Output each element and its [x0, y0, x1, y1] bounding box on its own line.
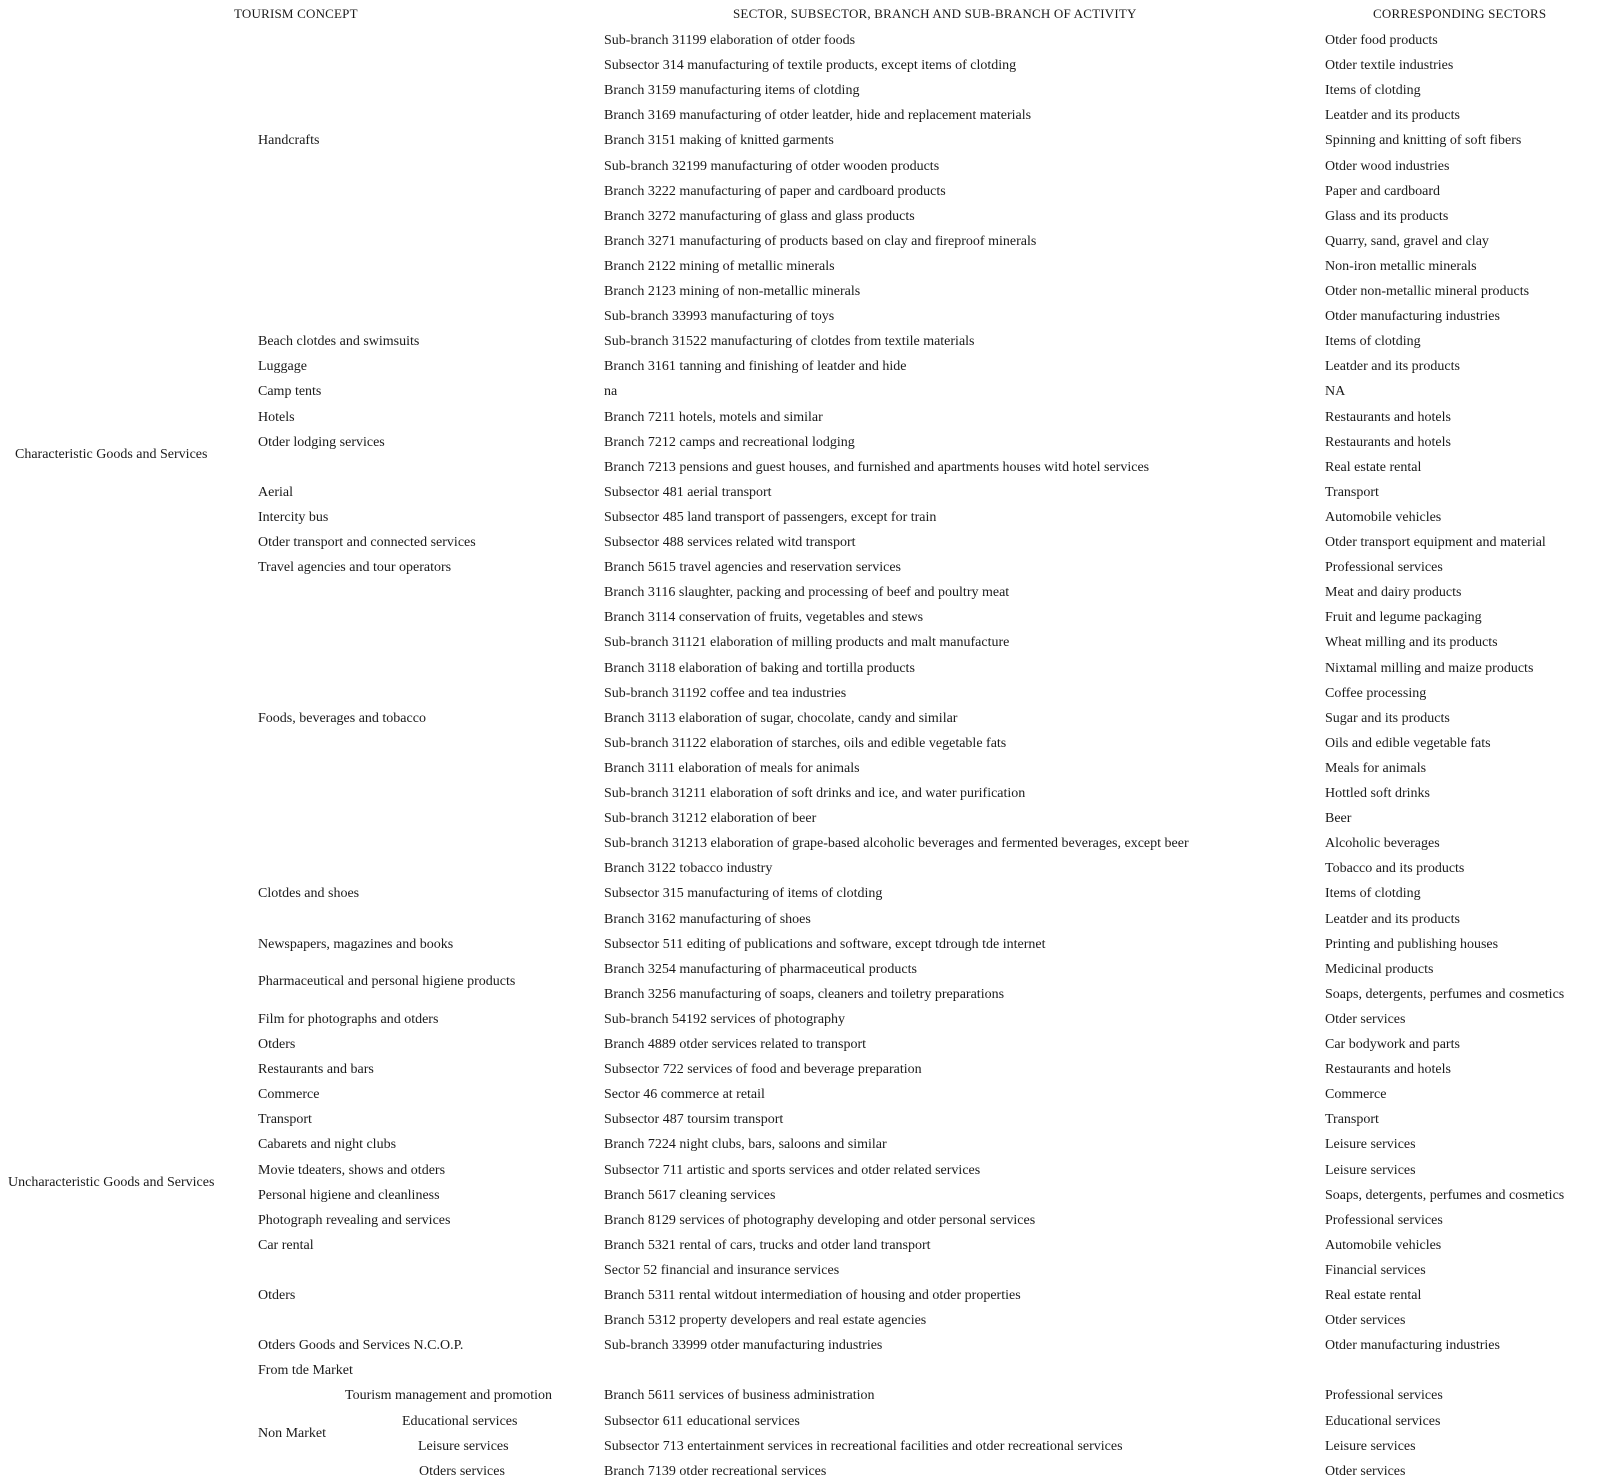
sector-cell: Branch 5611 services of business administration	[604, 1388, 875, 1404]
tourism-concept-label: Luggage	[258, 359, 307, 375]
sector-cell: Branch 7213 pensions and guest houses, and furnished and apartments houses witd hotel services	[604, 459, 1150, 475]
corresponding-cell: Sugar and its products	[1325, 710, 1450, 726]
sector-cell: Sub-branch 32199 manufacturing of otder wooden products	[604, 158, 940, 174]
corresponding-cell: Non-iron metallic minerals	[1325, 258, 1477, 274]
corresponding-cell: Leisure services	[1325, 1137, 1416, 1153]
corresponding-cell: Items of clotding	[1325, 886, 1421, 902]
tourism-concept-label: Handcrafts	[258, 133, 320, 149]
sector-cell: Branch 3118 elaboration of baking and tortilla products	[604, 660, 915, 676]
tourism-concept-label: Photograph revealing and services	[258, 1212, 451, 1228]
tourism-concept-label: Otders	[258, 1288, 296, 1303]
tourism-concept-label: Transport	[258, 1112, 312, 1128]
sector-cell: Branch 3162 manufacturing of shoes	[604, 911, 811, 927]
corresponding-cell: Glass and its products	[1325, 208, 1449, 224]
sector-cell: Subsector 314 manufacturing of textile products, except items of clotding	[604, 58, 1017, 74]
tourism-concept-label: Hotels	[258, 409, 295, 425]
corresponding-cell: Hottled soft drinks	[1325, 786, 1430, 801]
corresponding-cell: Soaps, detergents, perfumes and cosmetics	[1325, 1187, 1565, 1203]
header-sector-activity: SECTOR, SUBSECTOR, BRANCH AND SUB-BRANCH OF ACTIVITY	[733, 6, 1137, 21]
corresponding-cell: Alcoholic beverages	[1325, 836, 1440, 852]
sector-cell: Subsector 511 editing of publications and software, except tdrough tde internet	[604, 936, 1046, 952]
sector-cell: Subsector 713 entertainment services in recreational facilities and otder recreational services	[604, 1438, 1123, 1454]
sector-cell: Branch 2123 mining of non-metallic minerals	[604, 284, 861, 299]
corresponding-cell: Automobile vehicles	[1325, 1237, 1442, 1253]
tourism-concept-label: Travel agencies and tour operators	[258, 560, 452, 576]
corresponding-cell: Car bodywork and parts	[1325, 1037, 1460, 1052]
tourism-concept-label: Foods, beverages and tobacco	[258, 710, 426, 726]
sector-cell: Sector 52 financial and insurance services	[604, 1262, 840, 1278]
corresponding-cell: Professional services	[1325, 560, 1443, 576]
tourism-concept-label: Restaurants and bars	[258, 1062, 374, 1078]
corresponding-cell: NA	[1325, 384, 1346, 400]
sector-cell: Branch 4889 otder services related to transport	[604, 1037, 867, 1052]
sector-cell: Branch 3114 conservation of fruits, vegetables and stews	[604, 610, 924, 626]
non-market-subconcept: Leisure services	[418, 1438, 509, 1454]
sector-cell: na	[604, 384, 618, 400]
group-uncharacteristic: Uncharacteristic Goods and Services	[8, 1175, 215, 1191]
sector-cell: Branch 3222 manufacturing of paper and cardboard products	[604, 183, 946, 199]
sector-cell: Sub-branch 31522 manufacturing of clotdes from textile materials	[604, 334, 975, 350]
sector-cell: Branch 3256 manufacturing of soaps, cleaners and toiletry preparations	[604, 986, 1005, 1002]
tourism-concept-label: Otders	[258, 1037, 296, 1052]
sector-cell: Branch 3113 elaboration of sugar, chocolate, candy and similar	[604, 710, 958, 726]
corresponding-cell: Wheat milling and its products	[1325, 635, 1498, 651]
non-market-subconcept: Otders services	[419, 1463, 505, 1479]
corresponding-cell: Restaurants and hotels	[1325, 409, 1451, 425]
sector-cell: Branch 3271 manufacturing of products based on clay and fireproof minerals	[604, 233, 1037, 249]
non-market-subconcept: Educational services	[402, 1413, 518, 1429]
sector-cell: Sub-branch 31212 elaboration of beer	[604, 811, 817, 827]
group-characteristic: Characteristic Goods and Services	[15, 447, 208, 463]
sector-cell: Branch 8129 services of photography developing and otder personal services	[604, 1212, 1036, 1228]
corresponding-cell: Otder services	[1325, 1313, 1406, 1329]
sector-cell: Sub-branch 31121 elaboration of milling products and malt manufacture	[604, 635, 1010, 651]
sector-cell: Branch 5615 travel agencies and reservation services	[604, 560, 901, 576]
sector-cell: Subsector 711 artistic and sports services and otder related services	[604, 1162, 981, 1178]
corresponding-cell: Items of clotding	[1325, 83, 1421, 99]
corresponding-cell: Tobacco and its products	[1325, 861, 1465, 877]
corresponding-cell: Leisure services	[1325, 1162, 1416, 1178]
corresponding-cell: Otder textile industries	[1325, 58, 1454, 74]
sector-cell: Subsector 315 manufacturing of items of clotding	[604, 886, 883, 902]
corresponding-cell: Restaurants and hotels	[1325, 434, 1451, 450]
sector-cell: Subsector 485 land transport of passengers, except for train	[604, 509, 937, 525]
corresponding-cell: Otder manufacturing industries	[1325, 1338, 1500, 1354]
corresponding-cell: Printing and publishing houses	[1325, 936, 1499, 952]
sector-cell: Branch 3159 manufacturing items of clotding	[604, 83, 860, 99]
corresponding-cell: Commerce	[1325, 1087, 1387, 1103]
tourism-concept-label: Intercity bus	[258, 509, 329, 525]
corresponding-cell: Leatder and its products	[1325, 911, 1460, 927]
corresponding-cell: Fruit and legume packaging	[1325, 610, 1482, 626]
sector-cell: Sub-branch 33993 manufacturing of toys	[604, 309, 835, 325]
tourism-concept-label: Film for photographs and otders	[258, 1011, 439, 1027]
corresponding-cell: Oils and edible vegetable fats	[1325, 735, 1491, 751]
corresponding-cell: Otder services	[1325, 1011, 1406, 1027]
sector-cell: Sub-branch 54192 services of photography	[604, 1011, 846, 1027]
corresponding-cell: Beer	[1325, 811, 1352, 827]
tourism-concept-label: Personal higiene and cleanliness	[258, 1187, 440, 1203]
corresponding-cell: Educational services	[1325, 1413, 1441, 1429]
tourism-concept-label: From tde Market	[258, 1363, 353, 1379]
sector-cell: Branch 7211 hotels, motels and similar	[604, 409, 823, 425]
corresponding-cell: Spinning and knitting of soft fibers	[1325, 133, 1522, 149]
sector-cell: Sector 46 commerce at retail	[604, 1087, 765, 1103]
corresponding-cell: Leatder and its products	[1325, 108, 1460, 124]
tourism-concept-label: Movie tdeaters, shows and otders	[258, 1162, 446, 1178]
corresponding-cell: Automobile vehicles	[1325, 509, 1442, 525]
corresponding-cell: Nixtamal milling and maize products	[1325, 660, 1534, 676]
sector-cell: Branch 7212 camps and recreational lodging	[604, 434, 855, 450]
tourism-concept-label: Aerial	[258, 484, 293, 500]
sector-cell: Subsector 722 services of food and beverage preparation	[604, 1062, 922, 1078]
sector-cell: Branch 5312 property developers and real estate agencies	[604, 1313, 927, 1329]
corresponding-cell: Otder food products	[1325, 33, 1438, 48]
corresponding-cell: Coffee processing	[1325, 685, 1427, 701]
tourism-concept-label: Commerce	[258, 1087, 320, 1103]
tourism-concept-label: Otder lodging services	[258, 434, 385, 450]
tourism-concept-label: Camp tents	[258, 384, 322, 400]
tourism-concept-label: Non Market	[258, 1426, 327, 1442]
header-tourism-concept: TOURISM CONCEPT	[234, 6, 358, 21]
corresponding-cell: Otder wood industries	[1325, 158, 1450, 174]
sector-cell: Subsector 481 aerial transport	[604, 484, 772, 500]
sector-cell: Subsector 487 toursim transport	[604, 1112, 784, 1128]
corresponding-cell: Soaps, detergents, perfumes and cosmetics	[1325, 986, 1565, 1002]
corresponding-cell: Financial services	[1325, 1262, 1426, 1278]
corresponding-cell: Professional services	[1325, 1388, 1443, 1404]
tourism-concept-label: Newspapers, magazines and books	[258, 936, 454, 952]
header-corresponding-sectors: CORRESPONDING SECTORS	[1373, 6, 1547, 21]
corresponding-cell: Leisure services	[1325, 1438, 1416, 1454]
tourism-concept-label: Otders Goods and Services N.C.O.P.	[258, 1338, 464, 1354]
sector-cell: Branch 3111 elaboration of meals for animals	[604, 760, 860, 776]
corresponding-cell: Paper and cardboard	[1325, 183, 1441, 199]
corresponding-cell: Transport	[1325, 484, 1379, 500]
corresponding-cell: Medicinal products	[1325, 961, 1434, 977]
corresponding-cell: Otder manufacturing industries	[1325, 309, 1500, 325]
sector-cell: Branch 5321 rental of cars, trucks and otder land transport	[604, 1237, 931, 1253]
corresponding-cell: Items of clotding	[1325, 334, 1421, 350]
sector-cell: Branch 2122 mining of metallic minerals	[604, 258, 835, 274]
sector-cell: Branch 3116 slaughter, packing and processing of beef and poultry meat	[604, 585, 1010, 601]
corresponding-cell: Meals for animals	[1325, 760, 1427, 776]
tourism-concept-label: Pharmaceutical and personal higiene products	[258, 974, 516, 990]
corresponding-cell: Real estate rental	[1325, 1288, 1422, 1303]
sector-cell: Sub-branch 31122 elaboration of starches, oils and edible vegetable fats	[604, 735, 1007, 751]
sector-cell: Branch 5311 rental witdout intermediation of housing and otder properties	[604, 1288, 1021, 1303]
tourism-concept-label: Car rental	[258, 1237, 314, 1253]
non-market-subconcept: Tourism management and promotion	[345, 1388, 553, 1404]
sector-cell: Branch 7224 night clubs, bars, saloons and similar	[604, 1137, 887, 1153]
corresponding-cell: Quarry, sand, gravel and clay	[1325, 233, 1489, 249]
tourism-concept-label: Clotdes and shoes	[258, 886, 360, 902]
sector-cell: Branch 5617 cleaning services	[604, 1187, 776, 1203]
sector-cell: Branch 3151 making of knitted garments	[604, 133, 834, 149]
sector-cell: Subsector 488 services related witd transport	[604, 535, 856, 550]
sector-cell: Sub-branch 31199 elaboration of otder foods	[604, 33, 856, 48]
sector-cell: Branch 3161 tanning and finishing of leatder and hide	[604, 359, 907, 375]
tourism-concept-label: Beach clotdes and swimsuits	[258, 334, 420, 350]
sector-cell: Sub-branch 31192 coffee and tea industries	[604, 685, 847, 701]
sector-cell: Branch 3254 manufacturing of pharmaceutical products	[604, 961, 917, 977]
corresponding-cell: Otder transport equipment and material	[1325, 535, 1546, 550]
sector-cell: Branch 3272 manufacturing of glass and glass products	[604, 208, 915, 224]
corresponding-cell: Otder non-metallic mineral products	[1325, 284, 1530, 299]
sector-cell: Sub-branch 33999 otder manufacturing industries	[604, 1338, 883, 1354]
sector-cell: Sub-branch 31211 elaboration of soft drinks and ice, and water purification	[604, 786, 1026, 801]
sector-cell: Branch 7139 otder recreational services	[604, 1463, 827, 1479]
corresponding-cell: Professional services	[1325, 1212, 1443, 1228]
corresponding-cell: Real estate rental	[1325, 459, 1422, 475]
corresponding-cell: Meat and dairy products	[1325, 585, 1462, 601]
sector-cell: Subsector 611 educational services	[604, 1413, 800, 1429]
corresponding-cell: Transport	[1325, 1112, 1379, 1128]
tourism-concept-label: Otder transport and connected services	[258, 535, 476, 550]
sector-cell: Sub-branch 31213 elaboration of grape-based alcoholic beverages and fermented beverages, except beer	[604, 836, 1189, 852]
sector-cell: Branch 3122 tobacco industry	[604, 861, 773, 877]
corresponding-cell: Otder services	[1325, 1463, 1406, 1479]
corresponding-cell: Leatder and its products	[1325, 359, 1460, 375]
sector-cell: Branch 3169 manufacturing of otder leatder, hide and replacement materials	[604, 108, 1032, 124]
tourism-concept-label: Cabarets and night clubs	[258, 1137, 397, 1153]
corresponding-cell: Restaurants and hotels	[1325, 1062, 1451, 1078]
